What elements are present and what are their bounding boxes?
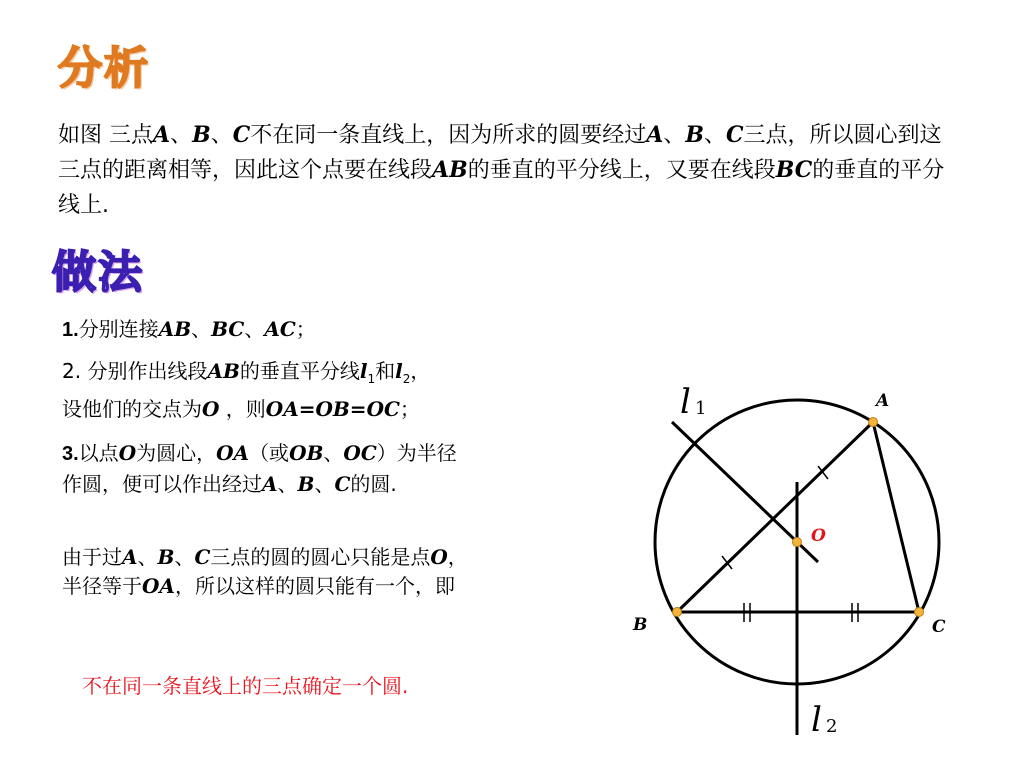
line-l1: l [359, 359, 368, 383]
text: 三点，所以圆心到这三点的距离相等，因此这个点要在线段 [58, 123, 942, 183]
text: 为圆心， [136, 441, 217, 465]
text: 如图 三点 [58, 123, 153, 148]
sep: 、 [314, 472, 335, 496]
heading-method: 做法 [52, 247, 144, 298]
sep: 、 [137, 545, 158, 569]
point-o: O [430, 545, 448, 569]
segment-ab: AB [432, 157, 468, 183]
text: 作圆，便可以作出经过 [62, 472, 262, 496]
sep: 、 [244, 317, 265, 341]
text: 分别连接 [78, 317, 159, 341]
text: 半径等于 [62, 574, 142, 598]
sep: 、 [663, 123, 686, 148]
point-o: O [202, 397, 220, 421]
label-b: B [633, 615, 648, 635]
line-l2: l [395, 359, 403, 383]
conclusion-line-2 [62, 572, 582, 601]
text: （或 [249, 441, 290, 465]
text: 分别作出线段 [81, 359, 208, 383]
step-3 [62, 438, 582, 499]
sep: 、 [170, 123, 193, 148]
label-l2: l [811, 700, 822, 740]
subscript: 2 [402, 372, 411, 386]
label-c: C [932, 617, 946, 637]
analysis-line-1 [58, 118, 958, 223]
point-a: A [153, 122, 171, 148]
text: 由于过 [62, 545, 122, 569]
label-l2-subscript: 2 [826, 716, 838, 737]
sep: 、 [323, 441, 344, 465]
sep: 、 [210, 123, 233, 148]
text: ，则 [219, 397, 266, 421]
point-b-dot [673, 608, 682, 617]
geometry-diagram [600, 370, 1020, 765]
step-1 [62, 314, 316, 345]
text: 三点的圆的圆心只能是点 [210, 545, 431, 569]
label-a: A [876, 391, 890, 411]
segment-ab: AB [158, 317, 192, 341]
point-c-dot [915, 608, 924, 617]
text: 设他们的交点为 [62, 397, 202, 421]
text: ，所以这样的圆只能有一个，即 [174, 574, 455, 598]
text: 的垂直平分线 [239, 359, 360, 383]
label-o: O [811, 526, 826, 546]
conclusion-line-1 [62, 543, 582, 572]
step-2-line-1 [62, 356, 582, 394]
label-l1-subscript: 1 [695, 398, 707, 419]
segment-bc: BC [775, 157, 813, 183]
point-c: C [725, 122, 744, 148]
step-number: 1. [62, 319, 79, 341]
step-2 [62, 356, 582, 424]
point-a: A [646, 122, 664, 148]
segment-bc: BC [211, 317, 245, 341]
point-a-dot [869, 418, 878, 427]
point-b: B [192, 122, 211, 148]
text: 的圆. [350, 472, 397, 496]
text: 的垂直的平分线上，又要在线段 [467, 158, 776, 183]
segment-ab: AB [207, 359, 240, 383]
segment-oa: OA [142, 574, 175, 598]
subscript: 1 [367, 372, 376, 386]
point-o-dot [793, 538, 802, 547]
text: 的垂直的平分线上. [58, 158, 945, 218]
heading-analysis: 分析 [58, 43, 150, 94]
point-b: B [297, 472, 315, 496]
text: 以点 [78, 441, 119, 465]
point-b: B [157, 545, 175, 569]
side-ac [873, 422, 919, 612]
equation: OA=OB=OC [265, 397, 400, 421]
text: ； [295, 317, 316, 341]
segment-ac: AC [264, 317, 296, 341]
analysis-paragraph [58, 118, 958, 223]
step-3-line-1 [62, 438, 582, 469]
side-ab [677, 422, 873, 612]
point-c: C [194, 545, 211, 569]
point-c: C [232, 122, 251, 148]
step-number: 3. [62, 443, 79, 465]
label-l1: l [680, 382, 691, 422]
theorem: 不在同一条直线上的三点确定一个圆. [82, 674, 409, 698]
text: ， [410, 359, 431, 383]
step-2-line-2 [62, 394, 582, 424]
sep: 、 [277, 472, 298, 496]
text: ， [447, 545, 468, 569]
point-a: A [122, 545, 138, 569]
text: ； [399, 397, 420, 421]
text: 和 [375, 359, 396, 383]
point-o: O [118, 441, 137, 465]
segment-oa: OA [216, 441, 250, 465]
text: 不在同一条直线上，因为所求的圆要经过 [250, 123, 647, 148]
point-c: C [334, 472, 351, 496]
step-3-line-2 [62, 469, 582, 499]
point-b: B [685, 122, 704, 148]
sep: 、 [174, 545, 195, 569]
step-number: 2. [62, 359, 82, 383]
text: ）为半径 [376, 441, 457, 465]
point-a: A [262, 472, 278, 496]
sep: 、 [191, 317, 212, 341]
segment-ob: OB [289, 441, 324, 465]
conclusion [62, 543, 582, 601]
sep: 、 [703, 123, 726, 148]
segment-oc: OC [343, 441, 377, 465]
